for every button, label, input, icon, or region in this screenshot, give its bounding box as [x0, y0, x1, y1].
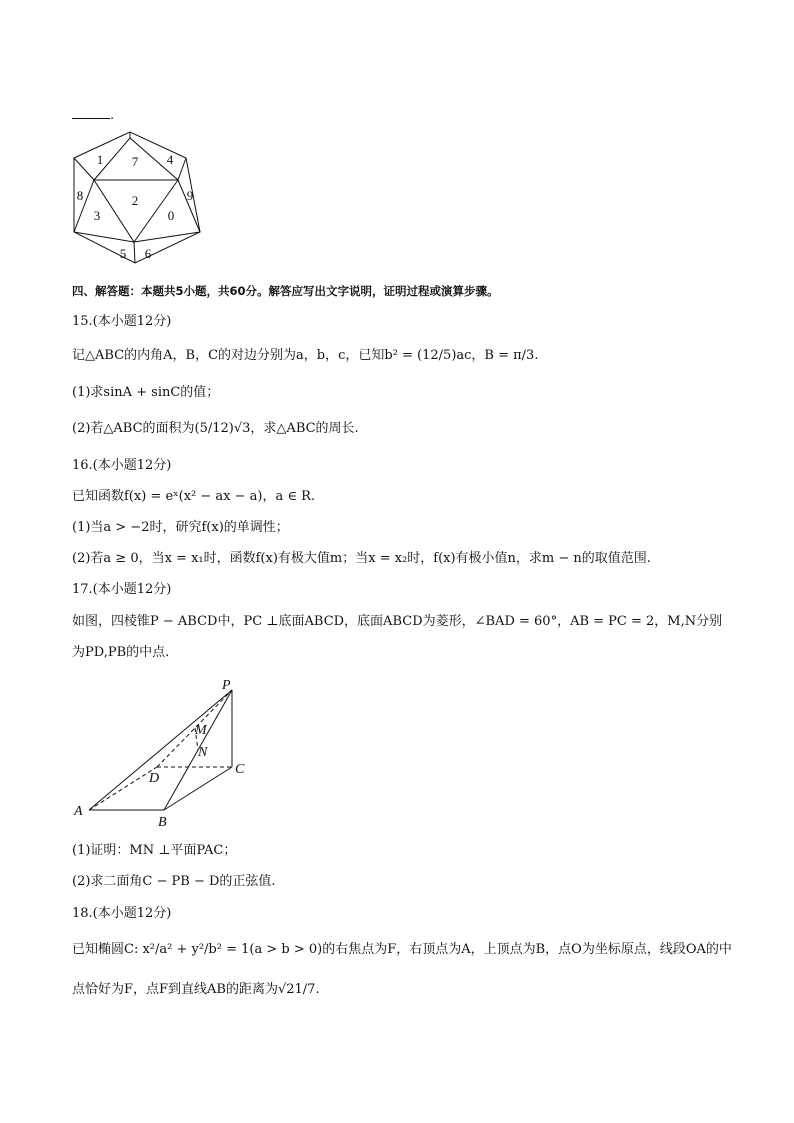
pyramid-figure — [70, 672, 260, 830]
q16-stem: 已知函数f(x) = eˣ(x² − ax − a)，a ∈ R. — [72, 489, 316, 504]
q17-part1: (1)证明：MN ⊥平面PAC； — [72, 843, 237, 858]
q15-part2: (2)若△ABC的面积为(5/12)√3，求△ABC的周长. — [72, 421, 359, 436]
label-C: C — [235, 762, 245, 777]
q16-part2: (2)若a ≥ 0，当x = x₁时，函数f(x)有极大值m；当x = x₂时，f(x)有极小值n，求m − n的取值范围. — [72, 551, 651, 566]
q15-part1: (1)求sinA + sinC的值； — [72, 385, 220, 400]
face-label: 0 — [167, 208, 175, 223]
q17-title: 17.(本小题12分) — [72, 582, 172, 597]
q16-part1: (1)当a > −2时，研究f(x)的单调性； — [72, 520, 289, 535]
label-P: P — [222, 678, 231, 693]
section-heading: 四、解答题：本题共5小题，共60分。解答应写出文字说明，证明过程或演算步骤。 — [72, 284, 499, 298]
face-label: 9 — [186, 188, 194, 203]
face-label: 1 — [96, 152, 104, 167]
icosahedron-figure — [68, 128, 204, 270]
q18-stem-line1: 已知椭圆C: x²/a² + y²/b² = 1(a > b > 0)的右焦点为F，右顶点为A，上顶点为B，点O为坐标原点，线段OA的中 — [72, 942, 732, 957]
q16-title: 16.(本小题12分) — [72, 458, 172, 473]
label-D: D — [149, 771, 160, 786]
q17-stem-line1: 如图，四棱锥P − ABCD中，PC ⊥底面ABCD，底面ABCD为菱形，∠BAD = 60°，AB = PC = 2，M,N分别 — [72, 614, 723, 629]
face-label: 6 — [144, 246, 152, 261]
face-label: 4 — [166, 152, 174, 167]
label-A: A — [74, 804, 83, 819]
face-label: 3 — [93, 208, 101, 223]
q15-stem: 记△ABC的内角A，B，C的对边分别为a，b，c，已知b² = (12/5)ac，B = π/3. — [72, 348, 539, 363]
face-label: 5 — [119, 246, 127, 261]
answer-blank — [72, 106, 114, 123]
face-label: 7 — [131, 154, 139, 169]
face-label: 2 — [131, 193, 139, 208]
q17-part2: (2)求二面角C − PB − D的正弦值. — [72, 874, 276, 889]
blank-underline — [72, 106, 110, 119]
label-N: N — [198, 745, 208, 760]
face-label: 8 — [76, 188, 84, 203]
q18-stem-line2: 点恰好为F，点F到直线AB的距离为√21/7. — [72, 982, 320, 997]
q17-stem-line2: 为PD,PB的中点. — [72, 645, 170, 660]
blank-period: . — [110, 108, 115, 123]
q18-title: 18.(本小题12分) — [72, 906, 172, 921]
label-B: B — [158, 815, 167, 830]
label-M: M — [195, 723, 207, 738]
q15-title: 15.(本小题12分) — [72, 314, 172, 329]
